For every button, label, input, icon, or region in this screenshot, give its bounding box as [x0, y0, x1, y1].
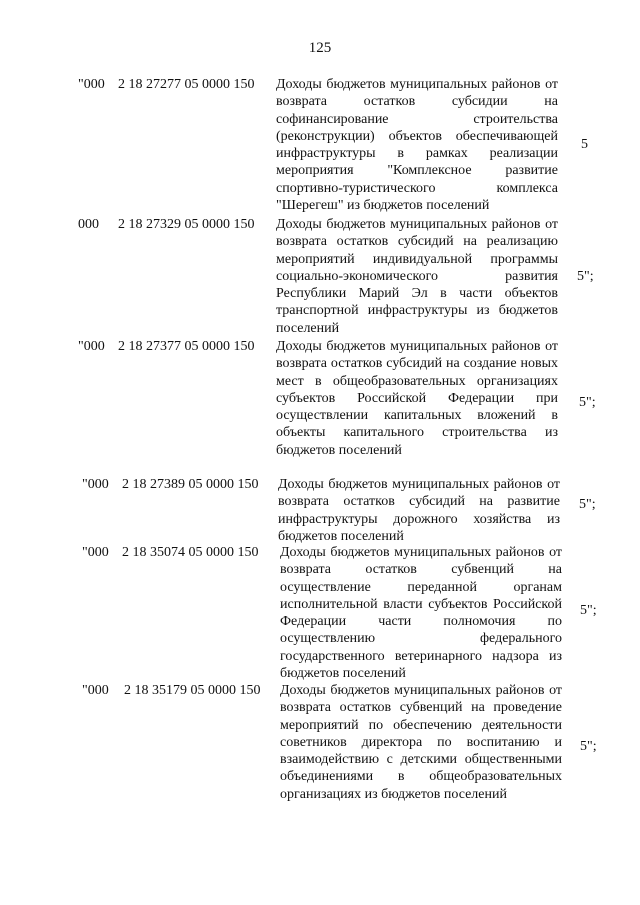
row-code-number: 2 18 27377 05 0000 150	[118, 339, 255, 354]
row-code-number: 2 18 27389 05 0000 150	[122, 477, 259, 492]
row-code	[78, 338, 255, 355]
row-description: Доходы бюджетов муниципальных районов от возврата остатков субсидий на реализацию мероприятий индивидуальной программы социально-экономического развития Республики Марий Эл в части объектов транспортной инфраструктуры из бюджетов поселений	[276, 217, 558, 336]
row-description: Доходы бюджетов муниципальных районов от возврата остатков субсидии на софинансирование строительства (реконструкции) объектов обеспечивающей инфраструктуры в рамках реализации мероприятия "Комплексное развитие спортивно-туристического комплекса "Шерегеш" из бюджетов поселений	[276, 77, 558, 214]
row-description: Доходы бюджетов муниципальных районов от возврата остатков субвенций на осуществление переданной органам исполнительной власти субъектов Российской Федерации части полномочия по осуществлению федерального государственного ветеринарного надзора из бюджетов поселений	[280, 545, 562, 682]
row-code	[78, 216, 255, 233]
row-value: 5";	[580, 739, 597, 754]
row-code	[82, 682, 261, 699]
row-description: Доходы бюджетов муниципальных районов от возврата остатков субсидий на создание новых мест в общеобразовательных организациях субъектов Российской Федерации при осуществлении капитальных вложений в объекты капитального строительства из бюджетов поселений	[276, 339, 558, 458]
row-value: 5";	[579, 497, 596, 512]
page-number: 125	[308, 40, 332, 56]
row-code-prefix: "000	[82, 545, 109, 560]
row-description: Доходы бюджетов муниципальных районов от возврата остатков субсидий на развитие инфраструктуры дорожного хозяйства из бюджетов поселений	[278, 477, 560, 544]
row-code-prefix: "000	[78, 77, 105, 92]
row-code-number: 2 18 27277 05 0000 150	[118, 77, 255, 92]
row-code-number: 2 18 27329 05 0000 150	[118, 217, 255, 232]
row-value: 5	[581, 137, 588, 152]
row-code-number: 2 18 35074 05 0000 150	[122, 545, 259, 560]
row-value: 5";	[580, 603, 597, 618]
row-code-prefix: "000	[82, 683, 109, 698]
row-code-prefix: "000	[82, 477, 109, 492]
row-code-prefix: "000	[78, 339, 105, 354]
row-value: 5";	[579, 395, 596, 410]
row-code-number: 2 18 35179 05 0000 150	[124, 683, 261, 698]
row-description: Доходы бюджетов муниципальных районов от возврата остатков субвенций на проведение мероприятий по обеспечению деятельности советников директора по воспитанию и взаимодействию с детскими общественными объединениями в общеобразовательных организациях из бюджетов поселений	[280, 683, 562, 802]
row-code-prefix: 000	[78, 217, 99, 232]
row-code	[82, 476, 259, 493]
row-code	[78, 76, 255, 93]
row-value: 5";	[577, 269, 594, 284]
row-code	[82, 544, 259, 561]
